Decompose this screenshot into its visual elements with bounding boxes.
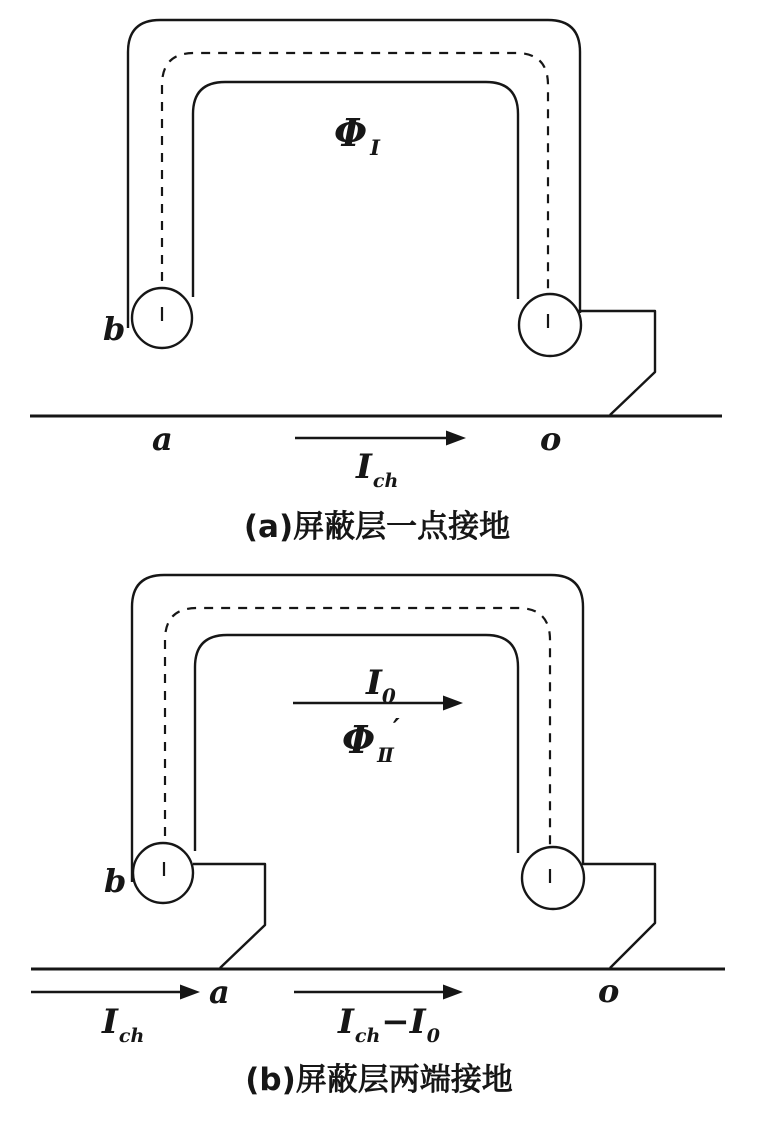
ground-tap-right-a xyxy=(578,311,655,415)
caption-a: (a)屏蔽层一点接地 xyxy=(243,509,511,545)
label-current-ich-b: $I_{ch}$ xyxy=(102,1002,145,1047)
ground-tap-right-b xyxy=(582,864,655,968)
mid-current-arrow-b xyxy=(294,985,463,1000)
label-flux-b: Φ $_{II}$′ xyxy=(342,714,400,767)
incoming-current-arrow-b xyxy=(31,985,200,1000)
caption-b: (b)屏蔽层两端接地 xyxy=(245,1062,513,1098)
shield-current-arrow-head-b xyxy=(443,696,463,711)
diagram-b xyxy=(31,575,725,1098)
label-current-ich-minus-i0-b: $I_{ch}-I_0$ xyxy=(338,1002,440,1047)
diagram-a xyxy=(30,20,722,545)
label-current-i0-b: $I_0$ xyxy=(366,663,396,708)
label-node-b-a: b xyxy=(103,310,126,348)
label-node-o-b: o xyxy=(598,972,620,1010)
ground-tap-left-b xyxy=(193,864,265,968)
label-node-a-a: a xyxy=(152,420,173,458)
label-node-o-a: o xyxy=(540,420,562,458)
cable-end-circle-right-a xyxy=(519,294,581,356)
mid-current-arrow-head-b xyxy=(443,985,463,1000)
core-wire-dashed-a xyxy=(162,53,548,300)
label-node-b-b: b xyxy=(104,862,127,900)
current-arrow-head-a xyxy=(446,431,466,446)
cable-end-circle-right-b xyxy=(522,847,584,909)
shield-outer-outline-a xyxy=(128,20,580,328)
incoming-current-arrow-head-b xyxy=(180,985,200,1000)
current-arrow-a xyxy=(295,431,466,446)
label-node-a-b: a xyxy=(209,973,230,1011)
label-current-ich-a: $I_{ch}$ xyxy=(356,447,399,492)
label-flux-a: Φ $_I$ xyxy=(334,110,380,160)
